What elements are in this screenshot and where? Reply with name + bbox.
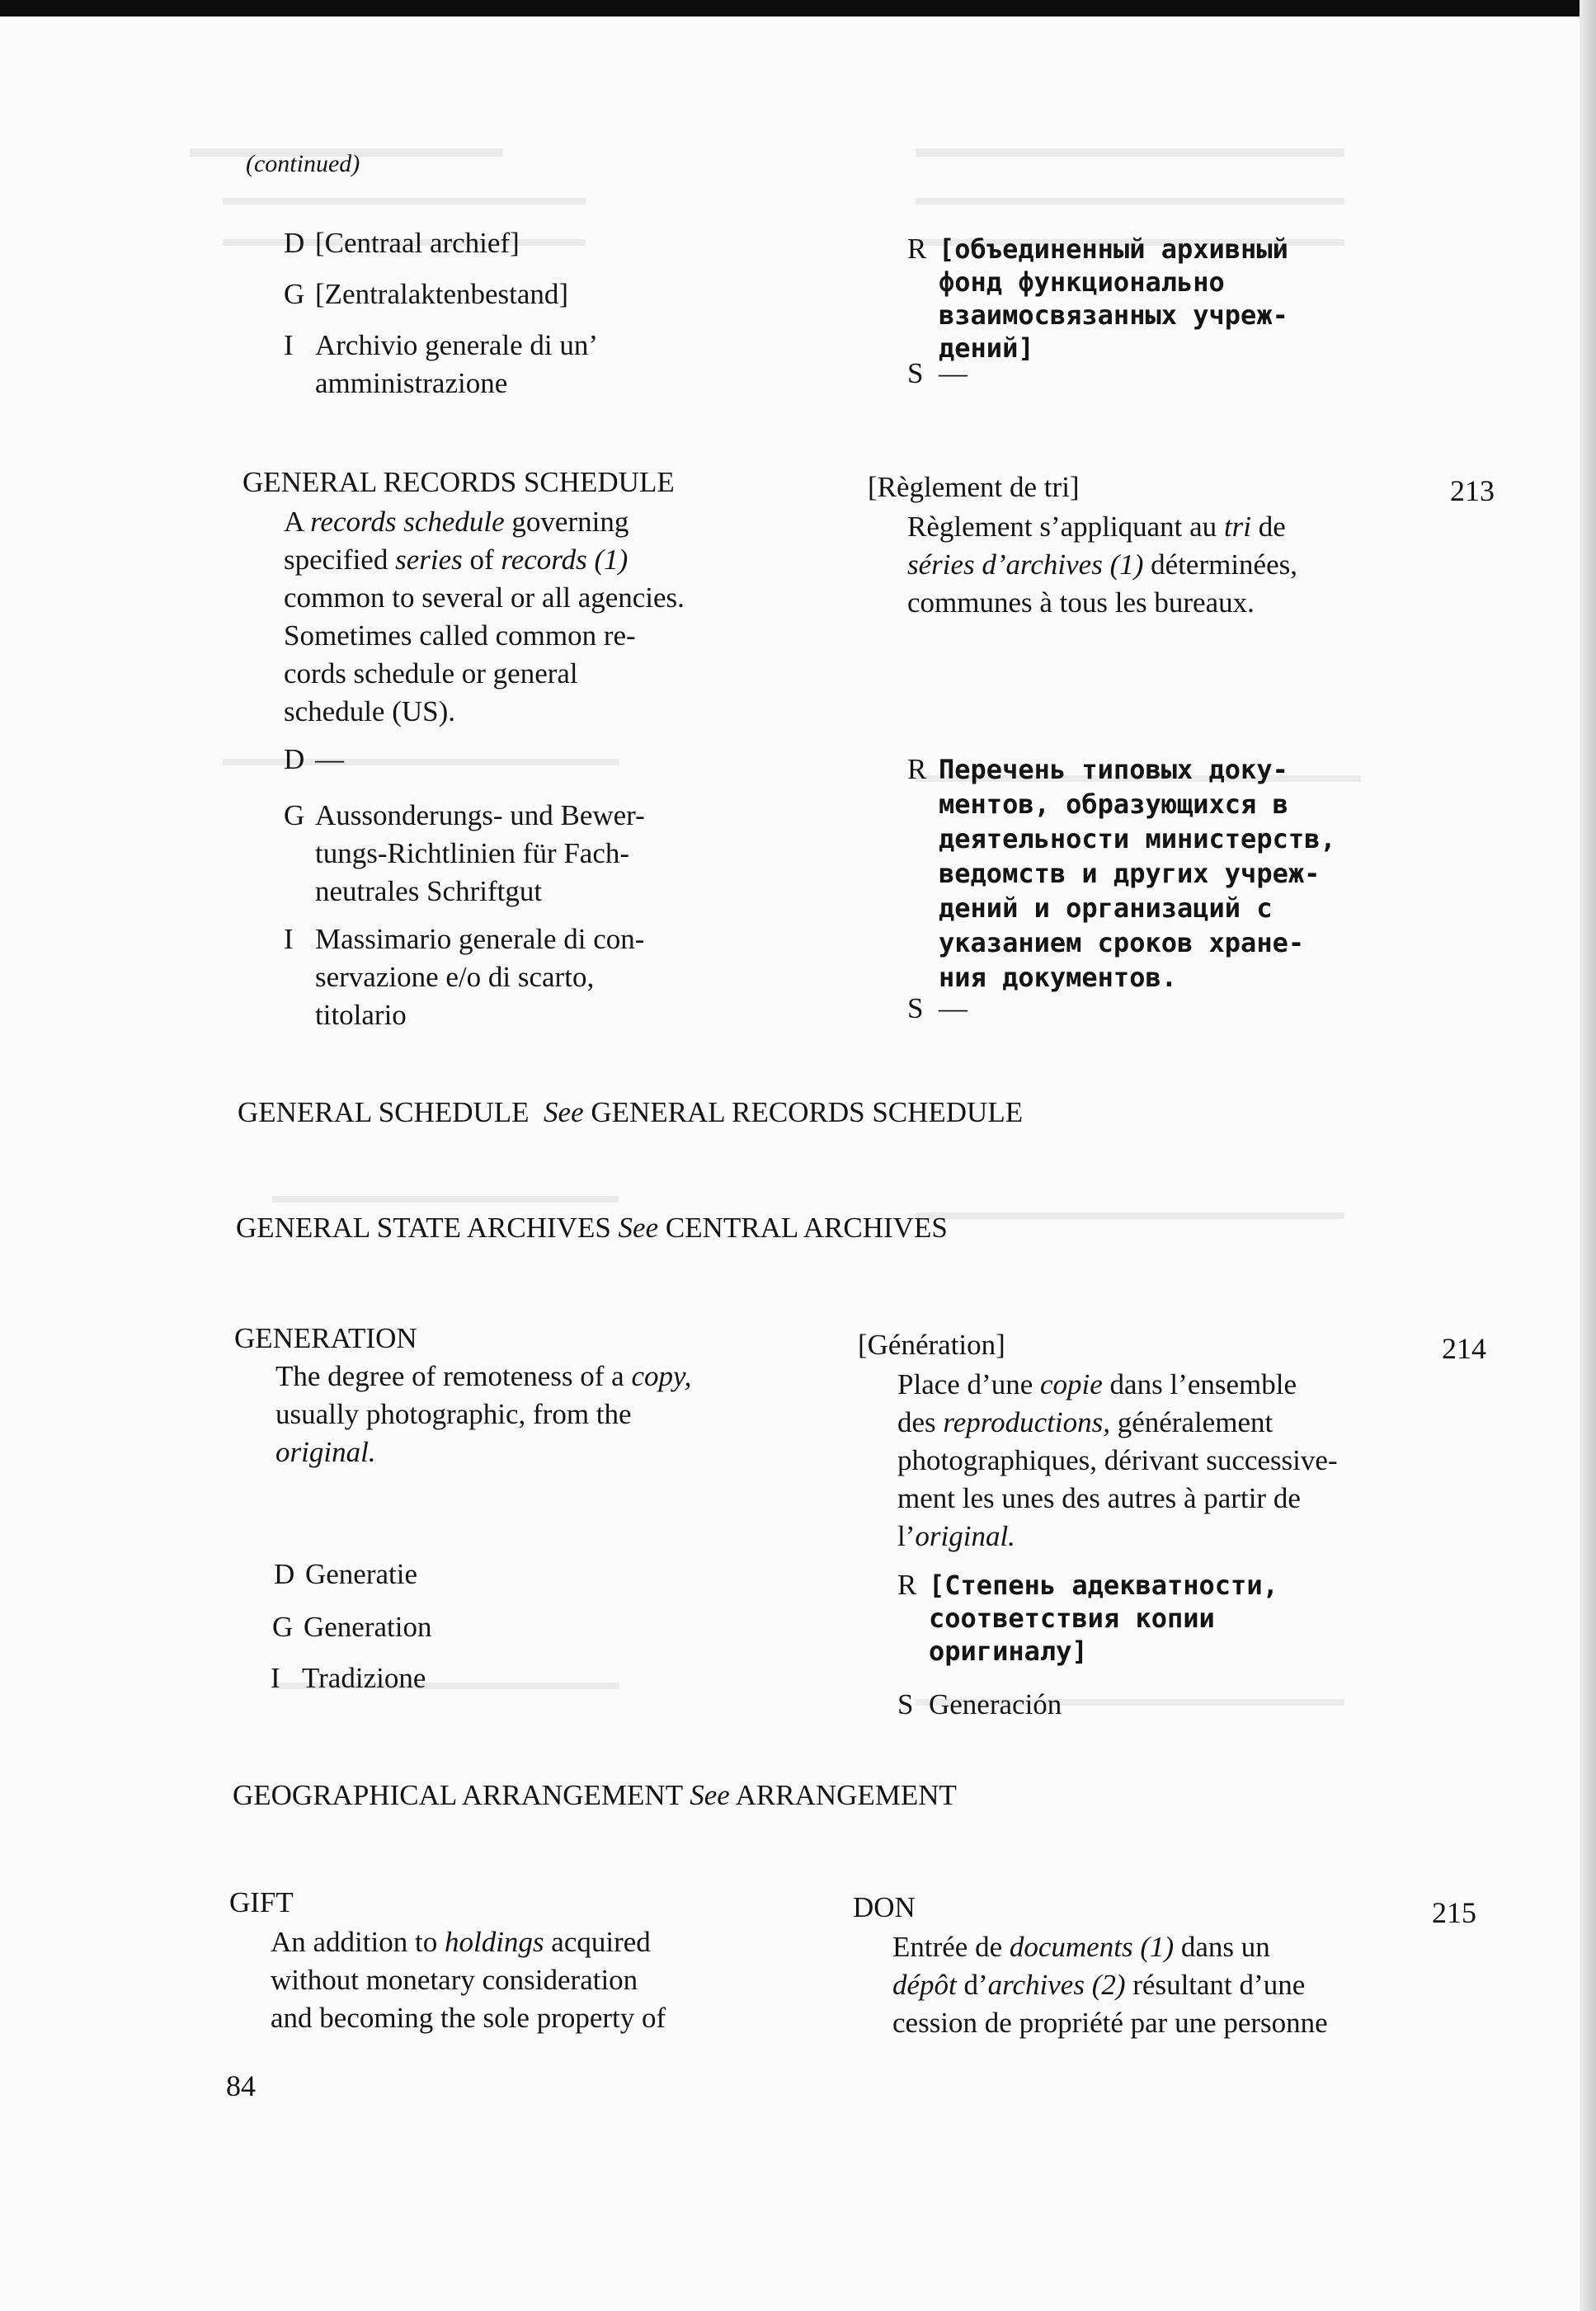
entry-214-italian: I Tradizione	[271, 1659, 426, 1697]
lang-label-s: S	[907, 357, 924, 389]
entry-214-russian: R [Степень адекватности, соответствия копии оригиналу]	[897, 1569, 1278, 1667]
entry-213-italian: I Massimario generale di con- servazione e/o di scarto, titolario	[284, 920, 644, 1034]
entry-213-spanish: S —	[907, 990, 967, 1028]
entry-213-term: GENERAL RECORDS SCHEDULE	[242, 466, 675, 498]
cross-reference-geographical-arrangement: GEOGRAPHICAL ARRANGEMENT See ARRANGEMENT	[233, 1779, 957, 1811]
entry-214-dutch: D Generatie	[274, 1556, 417, 1593]
lang-label-s: S	[897, 1688, 914, 1720]
entry-215-french-term: DON	[853, 1891, 916, 1923]
entry-214-spanish: S Generación	[897, 1686, 1062, 1724]
entry-213-dutch: D —	[284, 741, 344, 779]
scan-top-edge	[0, 0, 1596, 16]
entry-214-french-term: [Génération]	[858, 1329, 1005, 1361]
page-number: 84	[226, 2069, 256, 2102]
lang-label-d: D	[284, 227, 305, 259]
entry-213-definition: A records schedule governing specified series of records (1) common to several or all agencies. Sometimes called common re- cords schedule or general schedule (US).	[284, 506, 685, 727]
scan-right-edge	[1580, 0, 1596, 2311]
cross-reference-general-schedule: GENERAL SCHEDULE See GENERAL RECORDS SCHEDULE	[238, 1096, 1024, 1128]
lang-label-r: R	[907, 753, 927, 785]
entry-214-french-definition: Place d’une copie dans l’ensemble des reproductions, généralement photographiques, dérivant successive- ment les unes des autres à partir de l’original.	[897, 1368, 1338, 1552]
entry-215-definition: An addition to holdings acquired without monetary consideration and becoming the sole property of	[271, 1926, 666, 2034]
entry-214-german: G Generation	[272, 1608, 431, 1646]
entry-215-term: GIFT	[229, 1886, 294, 1918]
lang-label-d: D	[284, 743, 305, 775]
lang-label-i: I	[284, 329, 294, 361]
lang-label-r: R	[907, 233, 927, 265]
entry-213-number: 213	[1450, 474, 1495, 507]
entry-214-term: GENERATION	[234, 1322, 417, 1354]
entry-214-definition: The degree of remoteness of a copy, usually photographic, from the original.	[275, 1360, 692, 1468]
continued-dutch: D [Centraal archief]	[284, 224, 520, 262]
continued-label: (continued)	[246, 150, 360, 177]
continued-russian: R [объединенный архивный фонд функционально взаимосвязанных учреж- дений]	[907, 233, 1288, 364]
lang-label-i: I	[284, 923, 294, 955]
lang-label-i: I	[271, 1662, 280, 1694]
cross-reference-general-state-archives: GENERAL STATE ARCHIVES See CENTRAL ARCHIVES	[236, 1212, 948, 1244]
continued-spanish: S —	[907, 355, 967, 393]
continued-german: G [Zentralaktenbestand]	[284, 275, 568, 313]
entry-213-german: G Aussonderungs- und Bewer- tungs-Richtlinien für Fach- neutrales Schriftgut	[284, 797, 645, 911]
entry-214-number: 214	[1442, 1332, 1486, 1365]
lang-label-d: D	[274, 1558, 295, 1590]
entry-213-russian: R Перечень типовых доку- ментов, образующихся в деятельности министерств, ведомств и других учреж- дений и организаций с указанием сроков хране- ния документов.	[907, 753, 1336, 993]
lang-label-r: R	[897, 1569, 917, 1601]
lang-label-s: S	[907, 992, 924, 1024]
continued-italian: I Archivio generale di un’ amministrazione	[284, 327, 598, 402]
entry-213-french-definition: Règlement s’appliquant au tri de séries d’archives (1) déterminées, communes à tous les bureaux.	[907, 511, 1297, 619]
lang-label-g: G	[284, 278, 305, 310]
entry-213-french-term: [Règlement de tri]	[868, 471, 1080, 503]
lang-label-g: G	[284, 799, 305, 831]
entry-215-french-definition: Entrée de documents (1) dans un dépôt d’archives (2) résultant d’une cession de propriété par une personne	[892, 1931, 1328, 2039]
entry-215-number: 215	[1432, 1896, 1476, 1929]
lang-label-g: G	[272, 1611, 294, 1643]
